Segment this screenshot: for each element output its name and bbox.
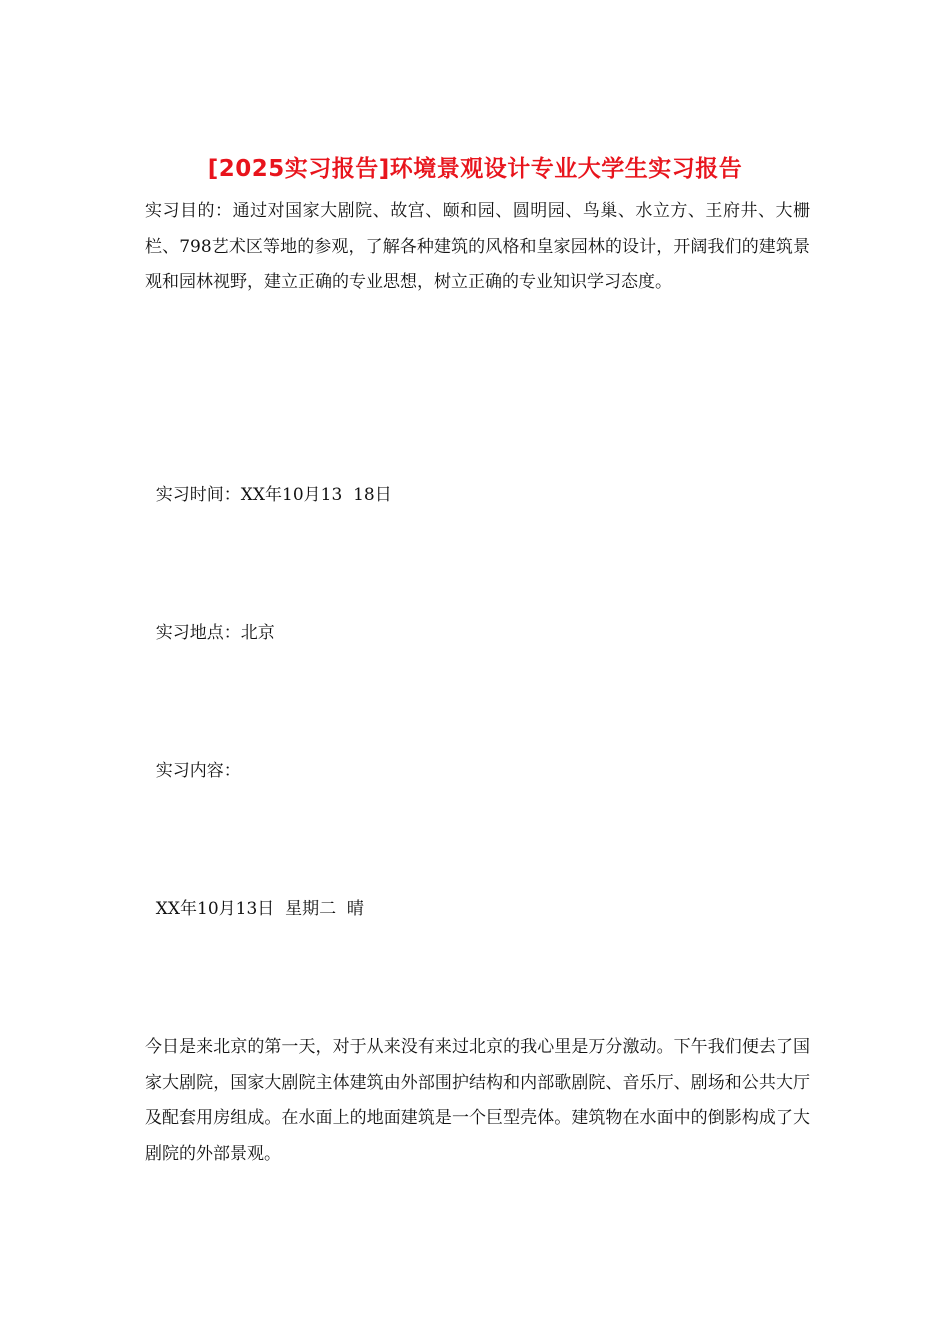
document-title: [2025实习报告]环境景观设计专业大学生实习报告: [207, 156, 743, 182]
internship-location: 实习地点：北京: [145, 623, 275, 643]
internship-time: 实习时间：XX年10月13 18日: [145, 485, 392, 505]
purpose-paragraph: 实习目的：通过对国家大剧院、故宫、颐和园、圆明园、鸟巢、水立方、王府井、大栅栏、798艺术区等地的参观，了解各种建筑的风格和皇家园林的设计，开阔我们的建筑景观和园林视野，建立正确的专业思想，树立正确的专业知识学习态度。: [145, 201, 810, 292]
diary-paragraph: 今日是来北京的第一天，对于从来没有来过北京的我心里是万分激动。下午我们便去了国家大剧院，国家大剧院主体建筑由外部围护结构和内部歌剧院、音乐厅、剧场和公共大厅及配套用房组成。在水面上的地面建筑是一个巨型壳体。建筑物在水面中的倒影构成了大剧院的外部景观。: [145, 1037, 810, 1164]
diary-date-line: XX年10月13日 星期二 晴: [145, 899, 364, 919]
internship-content-heading: 实习内容：: [145, 761, 241, 781]
